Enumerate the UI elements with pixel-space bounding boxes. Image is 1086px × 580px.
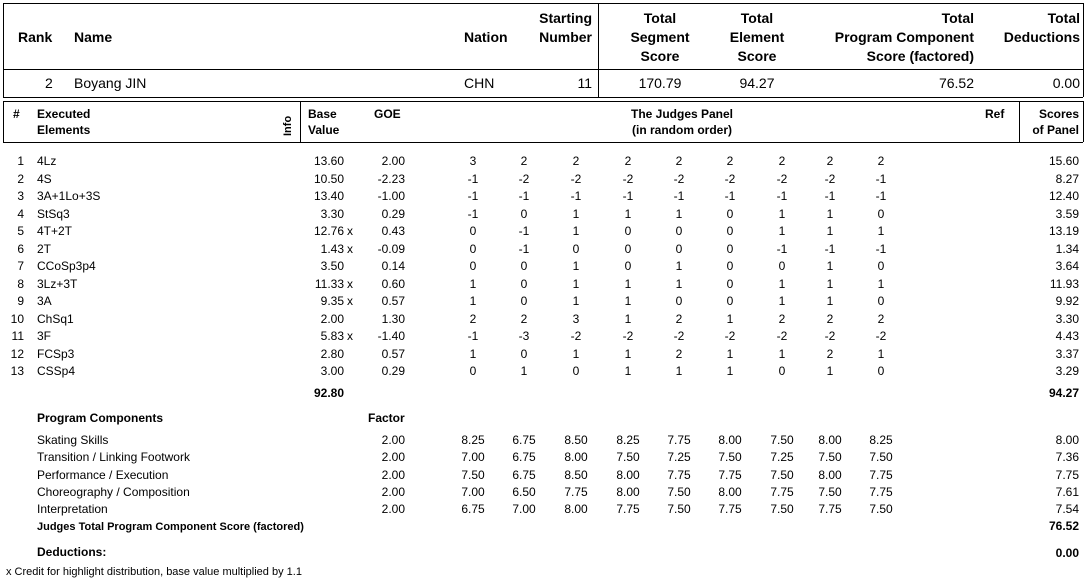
base-value-total: 92.80: [313, 386, 344, 400]
element-name: 3A+1Lo+3S: [37, 189, 101, 203]
judge-mark: 1: [469, 276, 477, 291]
judge-mark: 0: [469, 224, 477, 238]
element-base-value: 9.35: [320, 294, 344, 308]
judge-mark: 1: [624, 364, 632, 378]
judge-mark: -2: [724, 171, 736, 186]
judge-mark: -1: [570, 189, 582, 203]
judge-component-mark: 8.00: [616, 484, 640, 499]
judge-mark: 0: [469, 364, 477, 378]
judge-mark: 1: [572, 346, 580, 361]
element-number: 7: [17, 259, 24, 273]
pcs-total: 76.52: [1048, 519, 1079, 533]
judge-mark: -2: [776, 171, 788, 186]
element-number: 6: [17, 241, 24, 256]
element-name: 4S: [37, 171, 52, 186]
judge-mark: 2: [624, 154, 632, 168]
judge-component-mark: 7.75: [616, 502, 640, 517]
judge-mark: 1: [778, 276, 786, 291]
element-goe: 0.57: [381, 294, 405, 308]
deductions-label: Deductions:: [37, 545, 107, 559]
judge-component-mark: 7.75: [667, 433, 691, 447]
goe-header: GOE: [374, 107, 401, 121]
judge-mark: 0: [726, 224, 734, 238]
element-score: 1.34: [1055, 241, 1079, 256]
element-score: 15.60: [1048, 154, 1079, 168]
highlight-marker: x: [347, 276, 353, 291]
judge-mark: 2: [826, 311, 834, 326]
judge-mark: 0: [877, 206, 885, 221]
athlete-pcs: 76.52: [938, 75, 974, 91]
judge-mark: 1: [877, 346, 885, 361]
judge-mark: -1: [622, 189, 634, 203]
judge-mark: 0: [624, 241, 632, 256]
judge-mark: 1: [624, 311, 632, 326]
judge-mark: 1: [469, 346, 477, 361]
judge-mark: 0: [726, 276, 734, 291]
component-score: 7.54: [1055, 502, 1079, 517]
judge-component-mark: 7.75: [667, 467, 691, 482]
judge-mark: 0: [675, 241, 683, 256]
component-name: Transition / Linking Footwork: [37, 450, 190, 465]
judge-component-mark: 7.50: [718, 450, 742, 465]
judge-mark: -2: [824, 171, 836, 186]
nation-header: Nation: [464, 29, 508, 45]
total-deductions-header: Total Deductions: [1003, 10, 1080, 45]
judge-component-mark: 7.50: [770, 433, 794, 447]
judge-mark: -2: [824, 329, 836, 343]
element-number: 9: [17, 294, 24, 308]
component-factor: 2.00: [381, 502, 405, 517]
element-goe: -2.23: [377, 171, 405, 186]
element-base-value: 10.50: [313, 171, 344, 186]
component-factor: 2.00: [381, 484, 405, 499]
judge-mark: -2: [673, 329, 685, 343]
judge-mark: -1: [724, 189, 736, 203]
judge-mark: -1: [467, 189, 479, 203]
component-name: Choreography / Composition: [37, 484, 190, 499]
judge-mark: 1: [778, 294, 786, 308]
element-name: StSq3: [37, 206, 70, 221]
element-name: FCSp3: [37, 346, 75, 361]
judge-mark: 0: [778, 364, 786, 378]
judge-mark: 1: [778, 346, 786, 361]
starting-number-header: Starting Number: [539, 10, 592, 45]
judge-mark: -1: [824, 241, 836, 256]
component-score: 7.75: [1055, 467, 1079, 482]
judge-mark: 2: [826, 154, 834, 168]
total-element-score-header: Total Element Score: [729, 10, 785, 64]
element-base-value: 1.43: [320, 241, 344, 256]
element-number: 11: [11, 329, 24, 343]
element-goe: 0.29: [381, 206, 405, 221]
rank-header: Rank: [18, 29, 53, 45]
element-score: 3.37: [1055, 346, 1079, 361]
component-factor: 2.00: [381, 450, 405, 465]
athlete-starting-number: 11: [577, 75, 592, 91]
judge-mark: 0: [520, 259, 528, 273]
element-base-value: 13.40: [313, 189, 344, 203]
judge-mark: 1: [572, 294, 580, 308]
element-name: 4Lz: [37, 154, 57, 168]
judge-mark: 1: [778, 206, 786, 221]
judge-component-mark: 7.75: [718, 467, 742, 482]
element-name: 2T: [37, 241, 52, 256]
judge-mark: -1: [518, 189, 530, 203]
judge-mark: 1: [877, 224, 885, 238]
judge-mark: 1: [778, 224, 786, 238]
judge-mark: -2: [518, 171, 530, 186]
element-score: 3.64: [1055, 259, 1079, 273]
judge-component-mark: 7.50: [770, 502, 794, 517]
judge-mark: 1: [572, 259, 580, 273]
judge-component-mark: 6.50: [512, 484, 536, 499]
judge-component-mark: 7.75: [869, 467, 893, 482]
judge-component-mark: 8.25: [461, 433, 485, 447]
judge-mark: 1: [826, 294, 834, 308]
judge-mark: 0: [624, 224, 632, 238]
component-name: Skating Skills: [37, 433, 109, 447]
judge-component-mark: 7.50: [667, 502, 691, 517]
judge-component-mark: 7.00: [461, 450, 485, 465]
judge-component-mark: 8.00: [818, 467, 842, 482]
judge-mark: 0: [877, 364, 885, 378]
judge-component-mark: 8.50: [564, 433, 588, 447]
judge-mark: 2: [726, 154, 734, 168]
judge-mark: 1: [675, 364, 683, 378]
judge-component-mark: 6.75: [512, 433, 536, 447]
element-number: 2: [17, 171, 24, 186]
judge-mark: 2: [877, 311, 885, 326]
judge-mark: -1: [673, 189, 685, 203]
highlight-marker: x: [347, 241, 353, 256]
footnote: x Credit for highlight distribution, base value multiplied by 1.1: [6, 566, 302, 578]
element-goe: 1.30: [381, 311, 405, 326]
athlete-tes: 94.27: [739, 75, 775, 91]
judge-mark: 0: [520, 206, 528, 221]
element-goe: -1.40: [377, 329, 405, 343]
judge-mark: 1: [469, 294, 477, 308]
judge-component-mark: 7.50: [667, 484, 691, 499]
judge-mark: -2: [724, 329, 736, 343]
judge-mark: 3: [572, 311, 580, 326]
judge-mark: 0: [520, 294, 528, 308]
judge-mark: -2: [776, 329, 788, 343]
total-segment-score-header: Total Segment Score: [630, 10, 690, 64]
name-header: Name: [74, 29, 113, 45]
element-name: CSSp4: [37, 364, 76, 378]
judge-component-mark: 8.00: [718, 433, 742, 447]
judge-mark: 0: [572, 364, 580, 378]
element-score: 9.92: [1055, 294, 1079, 308]
element-score: 8.27: [1055, 171, 1079, 186]
highlight-marker: x: [347, 224, 353, 238]
component-factor: 2.00: [381, 467, 405, 482]
element-number: 13: [10, 364, 24, 378]
athlete-name: Boyang JIN: [74, 75, 147, 91]
judge-mark: 1: [726, 311, 734, 326]
judge-mark: 0: [778, 259, 786, 273]
info-header: Info: [282, 115, 294, 136]
total-pcs-header: Total Program Component Score (factored): [834, 10, 974, 64]
judge-mark: -2: [622, 171, 634, 186]
judge-mark: -1: [467, 329, 479, 343]
element-base-value: 2.00: [320, 311, 344, 326]
element-number: 8: [17, 276, 24, 291]
judge-mark: 0: [572, 241, 580, 256]
component-score: 8.00: [1055, 433, 1079, 447]
element-base-value: 3.30: [320, 206, 344, 221]
judge-mark: -1: [776, 241, 788, 256]
judge-component-mark: 7.50: [869, 450, 893, 465]
element-score: 4.43: [1055, 329, 1079, 343]
judge-mark: 2: [675, 311, 683, 326]
program-components-title: Program Components: [37, 411, 164, 425]
judge-mark: 1: [624, 346, 632, 361]
judge-component-mark: 7.75: [718, 502, 742, 517]
judge-mark: 0: [877, 259, 885, 273]
pcs-label: Judges Total Program Component Score (factored): [37, 521, 304, 533]
element-score: 3.59: [1055, 206, 1079, 221]
judge-component-mark: 7.00: [461, 484, 485, 499]
component-name: Interpretation: [37, 502, 108, 517]
judge-mark: 1: [624, 294, 632, 308]
judge-component-mark: 6.75: [512, 450, 536, 465]
judge-component-mark: 7.50: [616, 450, 640, 465]
element-number: 4: [17, 206, 24, 221]
element-name: 3Lz+3T: [37, 276, 78, 291]
element-score: 3.29: [1055, 364, 1079, 378]
judge-mark: 1: [624, 276, 632, 291]
num-header: #: [13, 107, 20, 121]
judge-component-mark: 6.75: [512, 467, 536, 482]
element-goe: 0.14: [381, 259, 405, 273]
component-score: 7.36: [1055, 450, 1079, 465]
judge-mark: -1: [518, 224, 530, 238]
judge-mark: 1: [572, 224, 580, 238]
judge-mark: 2: [778, 311, 786, 326]
element-score: 13.19: [1048, 224, 1079, 238]
judge-mark: 0: [726, 294, 734, 308]
element-goe: 0.60: [381, 276, 405, 291]
judge-mark: 0: [877, 294, 885, 308]
tes-total: 94.27: [1048, 386, 1079, 400]
component-name: Performance / Execution: [37, 467, 169, 482]
judge-mark: 2: [520, 311, 528, 326]
element-goe: -1.00: [377, 189, 405, 203]
judge-component-mark: 7.75: [818, 502, 842, 517]
judge-mark: -2: [622, 329, 634, 343]
judge-component-mark: 8.00: [564, 502, 588, 517]
judge-mark: -3: [518, 329, 530, 343]
judge-component-mark: 7.75: [770, 484, 794, 499]
judge-component-mark: 8.00: [616, 467, 640, 482]
judge-mark: 1: [826, 276, 834, 291]
judge-mark: -1: [467, 206, 479, 221]
judge-component-mark: 8.50: [564, 467, 588, 482]
judge-mark: -1: [467, 171, 479, 186]
element-goe: 0.43: [381, 224, 405, 238]
judge-mark: -1: [776, 189, 788, 203]
judge-mark: 2: [675, 154, 683, 168]
judge-mark: 1: [624, 206, 632, 221]
judge-mark: -2: [570, 329, 582, 343]
element-name: 4T+2T: [37, 224, 73, 238]
element-goe: 2.00: [381, 154, 405, 168]
component-factor: 2.00: [381, 433, 405, 447]
judge-component-mark: 7.50: [818, 450, 842, 465]
judge-mark: 1: [675, 259, 683, 273]
judge-mark: 0: [675, 294, 683, 308]
judge-mark: 1: [520, 364, 528, 378]
base-value-header: Base Value: [308, 107, 340, 137]
element-base-value: 3.00: [320, 364, 344, 378]
element-name: ChSq1: [37, 311, 74, 326]
judge-mark: 2: [877, 154, 885, 168]
athlete-nation: CHN: [464, 75, 495, 91]
judge-component-mark: 8.00: [818, 433, 842, 447]
judge-component-mark: 7.75: [869, 484, 893, 499]
highlight-marker: x: [347, 294, 353, 308]
judge-mark: 0: [469, 259, 477, 273]
ref-header: Ref: [985, 107, 1005, 121]
highlight-marker: x: [347, 329, 353, 343]
athlete-deductions: 0.00: [1052, 75, 1080, 91]
judge-mark: 0: [624, 259, 632, 273]
element-number: 12: [10, 346, 24, 361]
judge-mark: 2: [469, 311, 477, 326]
element-name: 3F: [37, 329, 52, 343]
athlete-tss: 170.79: [638, 75, 682, 91]
judges-panel-header: The Judges Panel (in random order): [630, 107, 734, 137]
judge-component-mark: 7.25: [770, 450, 794, 465]
judge-mark: 3: [469, 154, 477, 168]
judge-component-mark: 7.00: [512, 502, 536, 517]
judge-mark: 1: [826, 206, 834, 221]
element-score: 11.93: [1049, 276, 1079, 291]
judge-mark: 2: [572, 154, 580, 168]
judge-mark: 2: [826, 346, 834, 361]
judge-mark: 1: [726, 346, 734, 361]
judge-mark: 2: [675, 346, 683, 361]
element-goe: 0.29: [381, 364, 405, 378]
judge-mark: 0: [726, 259, 734, 273]
judge-mark: -2: [570, 171, 582, 186]
judge-component-mark: 7.50: [770, 467, 794, 482]
judge-component-mark: 8.25: [869, 433, 893, 447]
judge-component-mark: 7.25: [667, 450, 691, 465]
judge-mark: -2: [673, 171, 685, 186]
judge-mark: -1: [875, 241, 887, 256]
element-base-value: 12.76: [313, 224, 344, 238]
judge-mark: -1: [875, 189, 887, 203]
judge-mark: -1: [875, 171, 887, 186]
component-score: 7.61: [1055, 484, 1079, 499]
element-base-value: 5.83: [320, 329, 344, 343]
factor-header: Factor: [368, 411, 405, 425]
element-goe: 0.57: [381, 346, 405, 361]
element-base-value: 11.33: [314, 276, 344, 291]
deductions-total: 0.00: [1055, 546, 1079, 560]
judge-component-mark: 6.75: [461, 502, 485, 517]
judge-mark: 2: [520, 154, 528, 168]
element-number: 1: [17, 154, 24, 168]
element-number: 10: [10, 311, 24, 326]
judge-component-mark: 7.75: [564, 484, 588, 499]
judge-mark: 0: [726, 206, 734, 221]
judge-component-mark: 8.00: [564, 450, 588, 465]
athlete-rank: 2: [45, 75, 53, 91]
element-score: 3.30: [1055, 311, 1079, 326]
element-base-value: 13.60: [313, 154, 344, 168]
judge-mark: 0: [520, 346, 528, 361]
judge-mark: 1: [675, 206, 683, 221]
element-number: 5: [17, 224, 24, 238]
executed-elements-header: Executed Elements: [37, 107, 91, 137]
element-score: 12.40: [1048, 189, 1079, 203]
judge-mark: 1: [675, 276, 683, 291]
judge-component-mark: 8.00: [718, 484, 742, 499]
judge-mark: 0: [469, 241, 477, 256]
judge-component-mark: 7.50: [818, 484, 842, 499]
element-name: CCoSp3p4: [37, 259, 96, 273]
judge-component-mark: 7.50: [461, 467, 485, 482]
judge-mark: 2: [778, 154, 786, 168]
judge-mark: 0: [675, 224, 683, 238]
judge-mark: 0: [520, 276, 528, 291]
judge-mark: 0: [726, 241, 734, 256]
element-goe: -0.09: [377, 241, 405, 256]
element-number: 3: [17, 189, 24, 203]
element-name: 3A: [37, 294, 52, 308]
judge-mark: -1: [824, 189, 836, 203]
element-base-value: 2.80: [320, 346, 344, 361]
judge-mark: 1: [572, 276, 580, 291]
element-base-value: 3.50: [320, 259, 344, 273]
judge-mark: 1: [826, 224, 834, 238]
judge-mark: 1: [572, 206, 580, 221]
judge-mark: 1: [826, 259, 834, 273]
judge-mark: -2: [875, 329, 887, 343]
scores-of-panel-header: Scores of Panel: [1032, 107, 1079, 137]
judge-mark: 1: [826, 364, 834, 378]
judge-component-mark: 7.50: [869, 502, 893, 517]
judge-component-mark: 8.25: [616, 433, 640, 447]
judge-mark: -1: [518, 241, 530, 256]
judge-mark: 1: [726, 364, 734, 378]
judge-mark: 1: [877, 276, 885, 291]
